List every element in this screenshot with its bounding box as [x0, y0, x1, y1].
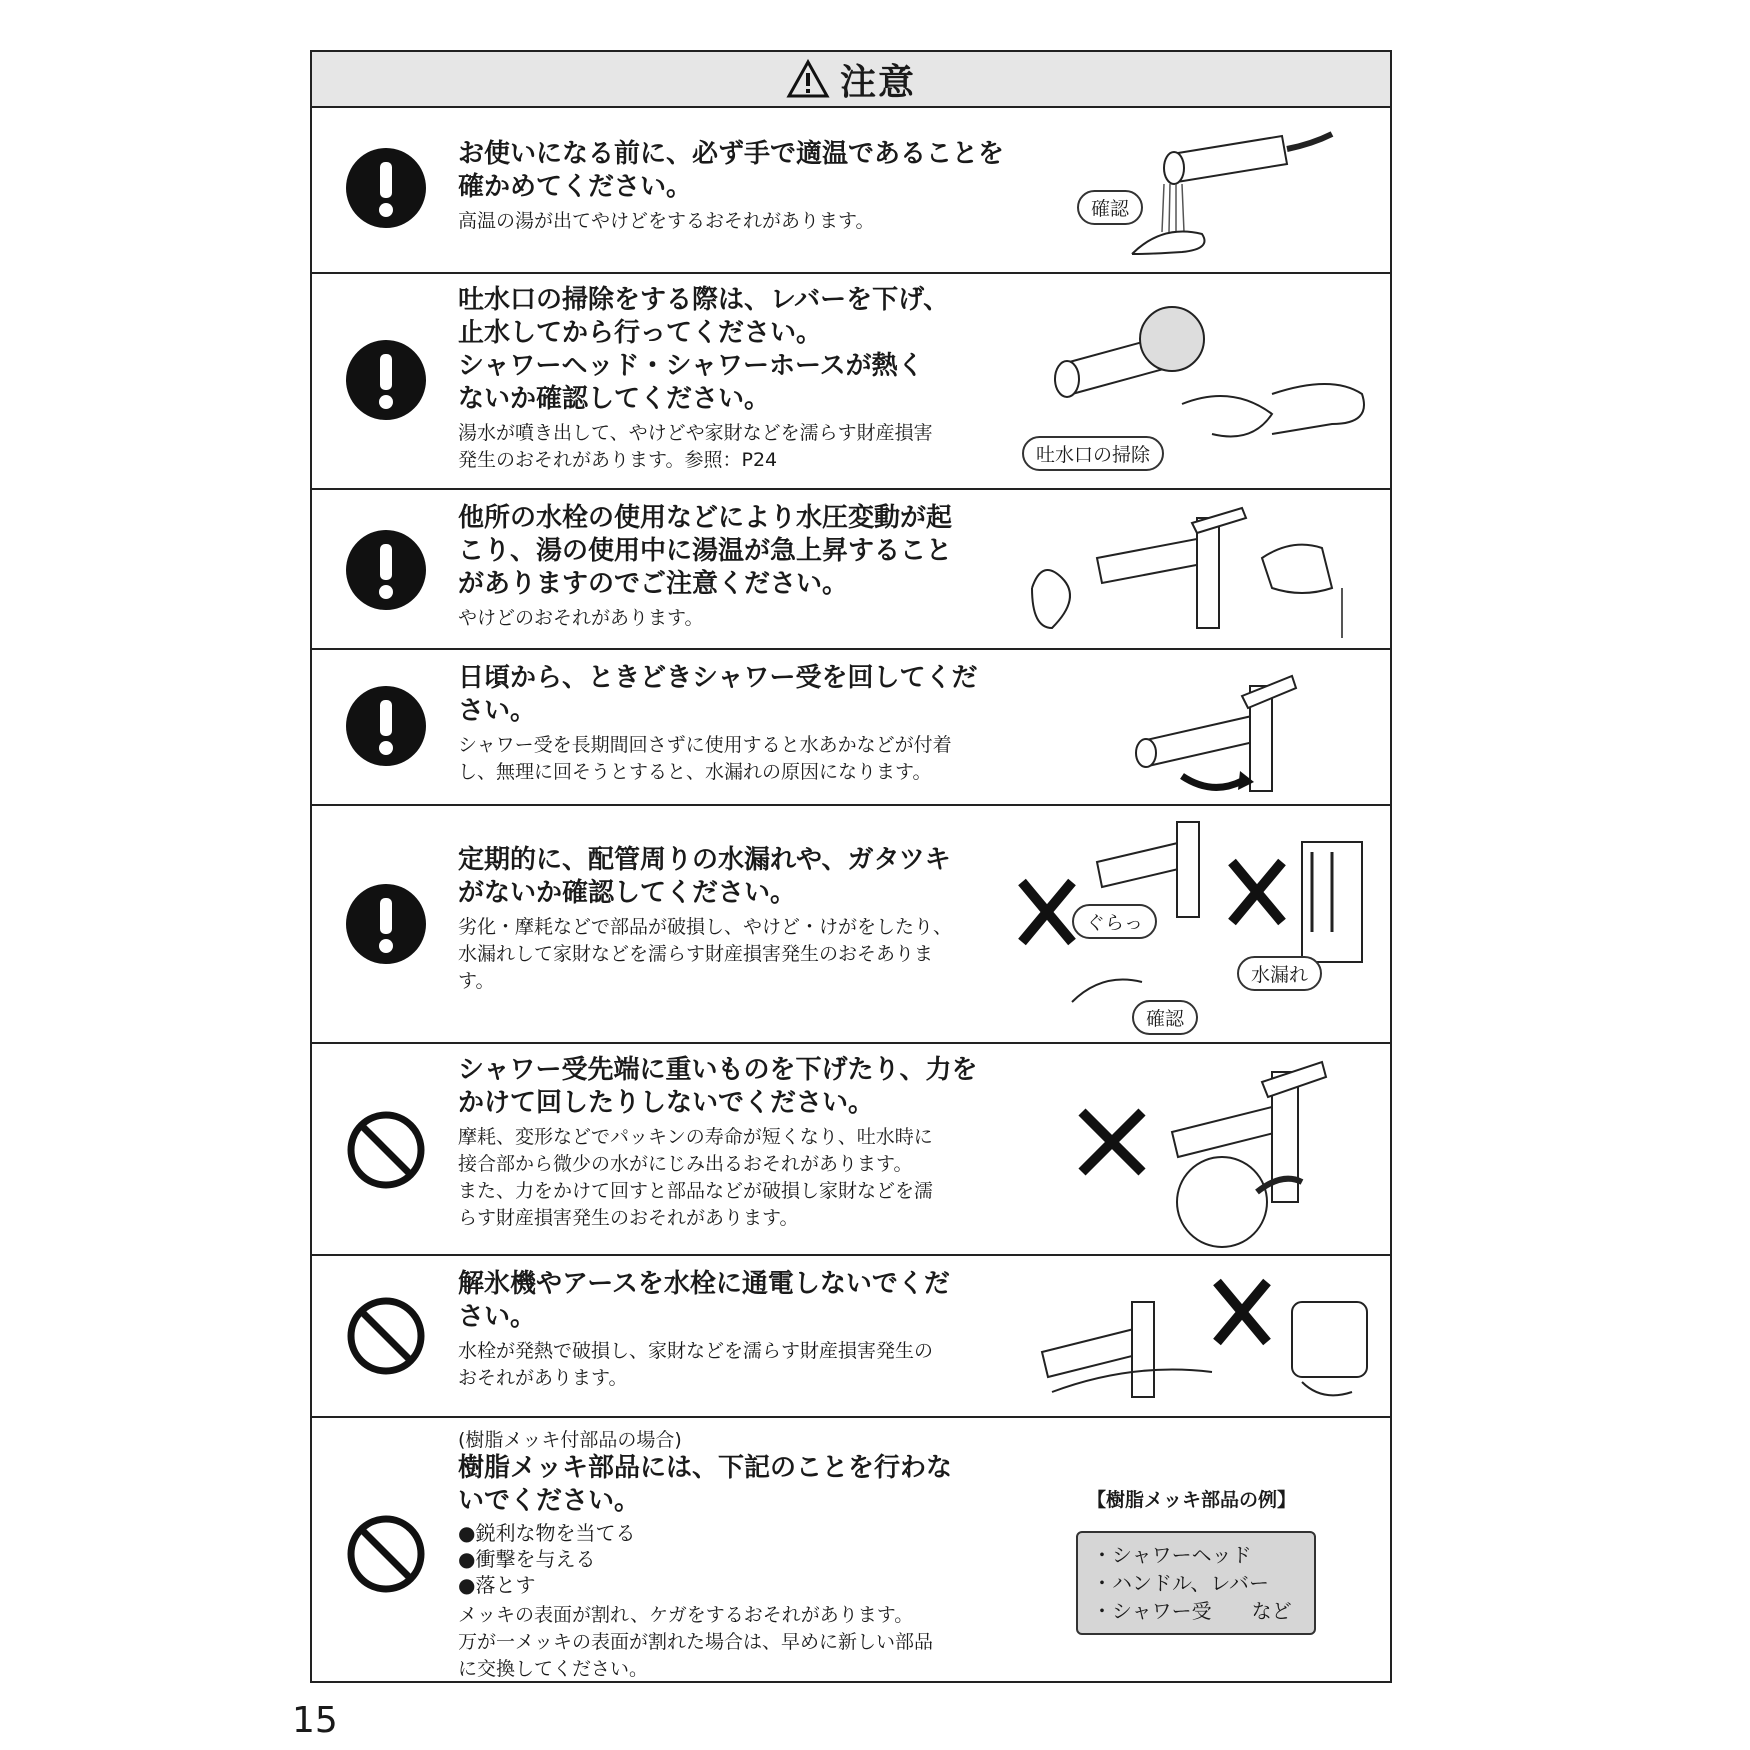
- caution-panel: [310, 50, 1392, 1683]
- caution-row-5: [312, 804, 1390, 1042]
- caution-row-8: [312, 1416, 1390, 1681]
- row-note: 高温の湯が出てやけどをするおそれがあります。: [458, 210, 875, 232]
- list-item: ・シャワーヘッド: [1092, 1543, 1252, 1567]
- no-thawing-device-illustration: [1012, 1262, 1382, 1412]
- row-heading: 解氷機やアースを水栓に通電しないでくだ さい。: [458, 1269, 950, 1332]
- caution-header: [312, 52, 1390, 108]
- prohibition-icon: [346, 1514, 426, 1594]
- row-heading: 他所の水栓の使用などにより水圧変動が起 こり、湯の使用中に湯温が急上昇すること がありますのでご注意ください。: [458, 503, 953, 599]
- mandatory-exclamation-icon: [346, 148, 426, 228]
- prohibition-icon: [346, 1296, 426, 1376]
- row-heading: シャワー受先端に重いものを下げたり、力を かけて回したりしないでください。: [458, 1055, 978, 1118]
- row-heading: 定期的に、配管周りの水漏れや、ガタツキ がないか確認してください。: [458, 845, 951, 908]
- confirm-tag: 確認: [1077, 190, 1143, 225]
- caution-row-1: [312, 106, 1390, 272]
- confirm-tag: 確認: [1132, 1000, 1198, 1035]
- caution-row-4: [312, 648, 1390, 804]
- row-note: 劣化・摩耗などで部品が破損し、やけど・けがをしたり、 水漏れして家財などを濡らす財産損害発生のおそありま す。: [458, 916, 953, 992]
- caution-row-3: [312, 488, 1390, 648]
- list-item: ●鋭利な物を当てる: [458, 1521, 636, 1545]
- row-note: シャワー受を長期間回さずに使用すると水あかなどが付着 し、無理に回そうとすると、水漏れの原因になります。: [458, 734, 952, 783]
- caution-row-6: [312, 1042, 1390, 1254]
- warning-triangle-icon: [786, 59, 830, 99]
- row-heading: 吐水口の掃除をする際は、レバーを下げ、 止水してから行ってください。 シャワーヘッド・シャワーホースが熱く ないか確認してください。: [458, 285, 950, 414]
- list-item: ・ハンドル、レバー: [1092, 1571, 1269, 1595]
- list-item: ●衝撃を与える: [458, 1547, 596, 1571]
- row-note: メッキの表面が割れ、ケガをするおそれがあります。 万が一メッキの表面が割れた場合は、早めに新しい部品 に交換してください。: [458, 1604, 934, 1680]
- rotate-shower-receiver-illustration: [1122, 656, 1322, 801]
- mandatory-exclamation-icon: [346, 884, 426, 964]
- caution-row-2: [312, 272, 1390, 488]
- row-note: やけどのおそれがあります。: [458, 607, 704, 629]
- list-item: ●落とす: [458, 1573, 536, 1597]
- prohibited-actions-list: [458, 1520, 1018, 1598]
- page-number: 15: [292, 1700, 338, 1741]
- row-heading: 日頃から、ときどきシャワー受を回してくだ さい。: [458, 663, 978, 726]
- faucet-temperature-check-illustration: [1072, 114, 1352, 264]
- row-precondition: (樹脂メッキ付部品の場合): [458, 1429, 682, 1451]
- list-item: ・シャワー受 など: [1092, 1599, 1292, 1623]
- mandatory-exclamation-icon: [346, 686, 426, 766]
- spout-cleaning-tag: 吐水口の掃除: [1022, 436, 1164, 471]
- row-note: 水栓が発熱で破損し、家財などを濡らす財産損害発生の おそれがあります。: [458, 1340, 934, 1389]
- row-note: 湯水が噴き出して、やけどや家財などを濡らす財産損害 発生のおそれがあります。参照：P24: [458, 422, 933, 471]
- prohibition-icon: [346, 1110, 426, 1190]
- water-leak-tag: 水漏れ: [1237, 956, 1322, 991]
- pressure-change-illustration: [1012, 498, 1382, 643]
- examples-title: 【樹脂メッキ部品の例】: [1087, 1489, 1297, 1511]
- leak-wobble-check-illustration: [1012, 812, 1382, 1040]
- row-heading: 樹脂メッキ部品には、下記のことを行わな いでください。: [458, 1453, 953, 1516]
- mandatory-exclamation-icon: [346, 530, 426, 610]
- wobble-tag: ぐらっ: [1072, 904, 1157, 939]
- examples-box: [1076, 1531, 1316, 1635]
- row-note: 摩耗、変形などでパッキンの寿命が短くなり、吐水時に 接合部から微少の水がにじみ出るおそれがあります。 また、力をかけて回すと部品などが破損し家財などを濡 らす財産損害発生のおそれがあります。: [458, 1126, 934, 1229]
- row-heading: お使いになる前に、必ず手で適温であることを 確かめてください。: [458, 139, 1005, 202]
- mandatory-exclamation-icon: [346, 340, 426, 420]
- heavy-object-prohibited-illustration: [1072, 1052, 1362, 1252]
- caution-title: 注意: [839, 61, 916, 103]
- caution-row-7: [312, 1254, 1390, 1416]
